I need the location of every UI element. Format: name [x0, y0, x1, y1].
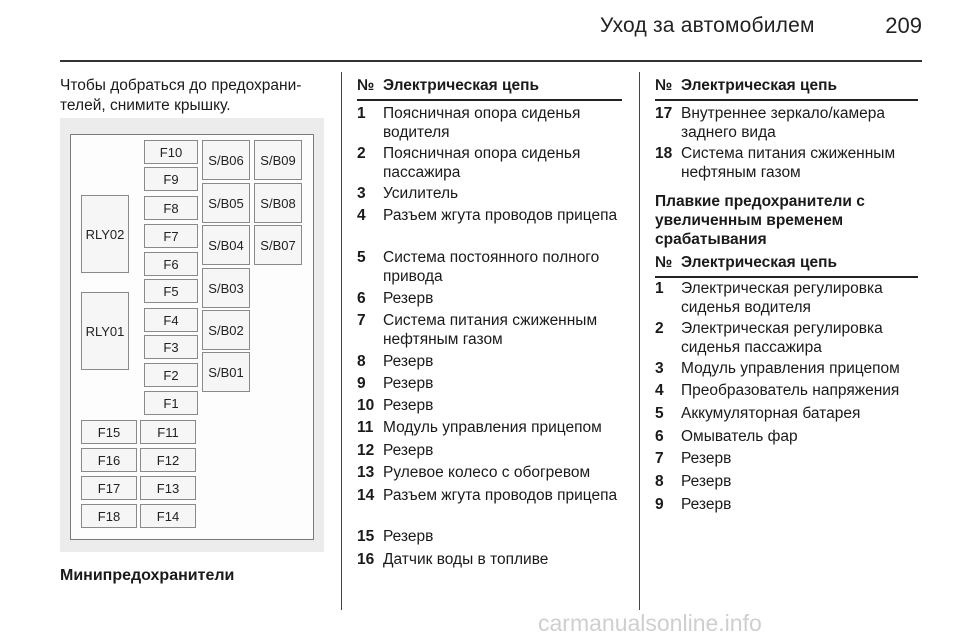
row-desc: Разъем жгута проводов прицепа — [383, 207, 618, 224]
header-desc: Электрическая цепь — [681, 77, 838, 94]
row-desc: Модуль управления прицепом — [383, 419, 602, 436]
row-num: 18 — [655, 145, 673, 162]
row-desc: Внутреннее зеркало/камера заднего вида — [681, 105, 885, 141]
row-num: 1 — [655, 280, 664, 297]
row-desc: Преобразователь напряжения — [681, 382, 900, 399]
fuse-sb05: S/B05 — [202, 183, 250, 223]
header-num: № — [357, 77, 375, 94]
table-row — [655, 405, 918, 424]
fuse-sb09: S/B09 — [254, 140, 302, 180]
fuse-f13: F13 — [140, 476, 196, 500]
table-row — [655, 360, 918, 379]
table-row — [655, 473, 918, 492]
table-row — [357, 551, 622, 570]
subheading: Плавкие предохранители с увеличенным временем срабатывания — [655, 193, 865, 248]
row-num: 5 — [357, 249, 366, 266]
row-desc: Модуль управления прицепом — [681, 360, 900, 377]
table-row — [357, 375, 622, 394]
table-row — [357, 207, 622, 226]
fuse-f11: F11 — [140, 420, 196, 444]
row-num: 8 — [357, 353, 366, 370]
row-desc: Аккумуляторная батарея — [681, 405, 861, 422]
fuse-f3: F3 — [144, 335, 198, 359]
fuse-sb03: S/B03 — [202, 268, 250, 308]
fuse-box-diagram — [60, 118, 324, 552]
row-num: 1 — [357, 105, 366, 122]
table-row — [655, 382, 918, 401]
fuse-sb08: S/B08 — [254, 183, 302, 223]
table-row — [655, 496, 918, 515]
table-row — [357, 464, 622, 483]
header-desc: Электрическая цепь — [383, 77, 540, 94]
fuse-f12: F12 — [140, 448, 196, 472]
row-desc: Разъем жгута проводов прицепа — [383, 487, 618, 504]
diagram-caption: Минипредохранители — [60, 567, 235, 584]
fuse-sb07: S/B07 — [254, 225, 302, 265]
fuse-f7: F7 — [144, 224, 198, 248]
row-num: 2 — [357, 145, 366, 162]
fuse-f1: F1 — [144, 391, 198, 415]
row-num: 10 — [357, 397, 375, 414]
row-num: 6 — [655, 428, 664, 445]
row-num: 13 — [357, 464, 375, 481]
fuse-f4: F4 — [144, 308, 198, 332]
row-desc: Поясничная опора сиденья водителя — [383, 105, 581, 141]
fuse-f9: F9 — [144, 167, 198, 191]
fuse-sb02: S/B02 — [202, 310, 250, 350]
table-row — [357, 185, 622, 204]
column-divider-left — [341, 72, 342, 610]
row-num: 4 — [357, 207, 366, 224]
row-desc: Резерв — [383, 528, 434, 545]
row-desc: Омыватель фар — [681, 428, 798, 445]
watermark: carmanualsonline.info — [538, 610, 762, 636]
row-desc: Система постоянного полного привода — [383, 249, 600, 285]
row-desc: Усилитель — [383, 185, 459, 202]
row-num: 3 — [655, 360, 664, 377]
row-desc: Резерв — [681, 473, 732, 490]
row-desc: Система питания сжиженным нефтяным газом — [383, 312, 598, 348]
fuse-f17: F17 — [81, 476, 137, 500]
table-row — [655, 280, 918, 317]
row-num: 9 — [655, 496, 664, 513]
relay-rly02: RLY02 — [81, 195, 129, 273]
fuse-f2: F2 — [144, 363, 198, 387]
row-desc: Резерв — [681, 496, 732, 513]
row-desc: Резерв — [383, 442, 434, 459]
table-row — [357, 105, 622, 142]
fuse-f8: F8 — [144, 196, 198, 220]
table-row — [357, 419, 622, 438]
table-row — [357, 397, 622, 416]
row-desc: Резерв — [383, 290, 434, 307]
table-row — [357, 249, 622, 286]
column-divider-right — [639, 72, 640, 610]
row-num: 17 — [655, 105, 673, 122]
table-row — [357, 145, 622, 182]
fuse-f18: F18 — [81, 504, 137, 528]
right-table-header-2 — [655, 254, 918, 278]
header-desc: Электрическая цепь — [681, 254, 838, 271]
row-num: 14 — [357, 487, 375, 504]
row-num: 9 — [357, 375, 366, 392]
row-desc: Датчик воды в топливе — [383, 551, 549, 568]
table-row — [655, 145, 918, 182]
header-num: № — [655, 254, 673, 271]
row-desc: Резерв — [383, 353, 434, 370]
row-desc: Рулевое колесо с обогревом — [383, 464, 591, 481]
row-num: 12 — [357, 442, 375, 459]
table-row — [357, 487, 622, 506]
middle-table-header — [357, 77, 622, 101]
fuse-f6: F6 — [144, 252, 198, 276]
header-rule — [60, 60, 922, 62]
table-row — [655, 320, 918, 357]
fuse-f10: F10 — [144, 140, 198, 164]
fuse-sb04: S/B04 — [202, 225, 250, 265]
row-num: 7 — [357, 312, 366, 329]
page-header-title: Уход за автомобилем — [600, 14, 815, 37]
table-row — [357, 442, 622, 461]
row-num: 5 — [655, 405, 664, 422]
relay-rly01: RLY01 — [81, 292, 129, 370]
row-desc: Поясничная опора сиденья пассажира — [383, 145, 581, 181]
table-row — [655, 105, 918, 142]
fuse-f16: F16 — [81, 448, 137, 472]
row-num: 3 — [357, 185, 366, 202]
right-table-header — [655, 77, 918, 101]
table-row — [357, 528, 622, 547]
row-desc: Резерв — [383, 375, 434, 392]
row-num: 7 — [655, 450, 664, 467]
table-row — [357, 312, 622, 349]
row-desc: Резерв — [681, 450, 732, 467]
table-row — [357, 353, 622, 372]
header-num: № — [655, 77, 673, 94]
row-num: 4 — [655, 382, 664, 399]
fuse-sb06: S/B06 — [202, 140, 250, 180]
row-desc: Система питания сжиженным нефтяным газом — [681, 145, 896, 181]
row-num: 16 — [357, 551, 375, 568]
fuse-f15: F15 — [81, 420, 137, 444]
row-num: 11 — [357, 419, 374, 436]
row-desc: Электрическая регулировка сиденья пассажира — [681, 320, 883, 356]
page-number: 209 — [885, 13, 922, 38]
row-num: 8 — [655, 473, 664, 490]
row-num: 15 — [357, 528, 375, 545]
fuse-f14: F14 — [140, 504, 196, 528]
fuse-f5: F5 — [144, 279, 198, 303]
intro-text: Чтобы добраться до предохрани- телей, снимите крышку. — [60, 77, 302, 114]
row-desc: Резерв — [383, 397, 434, 414]
row-num: 6 — [357, 290, 366, 307]
fuse-sb01: S/B01 — [202, 352, 250, 392]
table-row — [357, 290, 622, 309]
row-desc: Электрическая регулировка сиденья водителя — [681, 280, 883, 316]
table-row — [655, 428, 918, 447]
table-row — [655, 450, 918, 469]
row-num: 2 — [655, 320, 664, 337]
